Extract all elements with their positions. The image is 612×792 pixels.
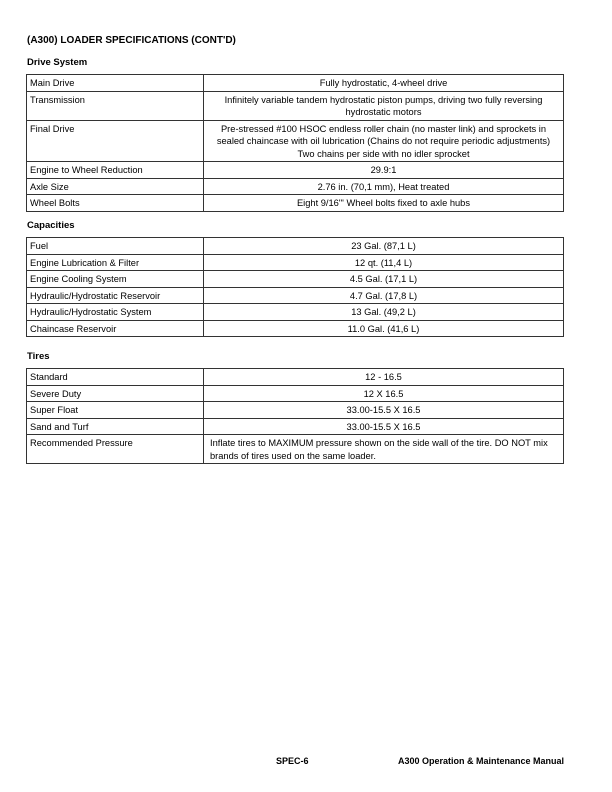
spec-label: Final Drive [27, 120, 204, 162]
spec-value: Inflate tires to MAXIMUM pressure shown on the side wall of the tire. DO NOT mix brands of tires used on the same loader. [204, 435, 564, 464]
table-row [27, 75, 564, 92]
table-row [27, 369, 564, 386]
spec-label: Engine Lubrication & Filter [27, 254, 204, 271]
table-row [27, 385, 564, 402]
spec-label: Super Float [27, 402, 204, 419]
page-title: (A300) LOADER SPECIFICATIONS (CONT'D) [27, 35, 236, 46]
spec-value: 4.5 Gal. (17,1 L) [204, 271, 564, 288]
spec-value: 4.7 Gal. (17,8 L) [204, 287, 564, 304]
spec-value: Infinitely variable tandem hydrostatic piston pumps, driving two fully reversing hydrostatic motors [204, 91, 564, 120]
spec-value: 12 qt. (11,4 L) [204, 254, 564, 271]
spec-label: Engine to Wheel Reduction [27, 162, 204, 179]
spec-label: Hydraulic/Hydrostatic System [27, 304, 204, 321]
spec-value: 11.0 Gal. (41,6 L) [204, 320, 564, 337]
spec-label: Fuel [27, 238, 204, 255]
tires-table [26, 368, 564, 464]
manual-title: A300 Operation & Maintenance Manual [397, 756, 564, 766]
table-row [27, 287, 564, 304]
spec-value: 33.00-15.5 X 16.5 [204, 402, 564, 419]
table-row [27, 238, 564, 255]
spec-label: Recommended Pressure [27, 435, 204, 464]
spec-label: Chaincase Reservoir [27, 320, 204, 337]
table-row [27, 320, 564, 337]
spec-value: Fully hydrostatic, 4-wheel drive [204, 75, 564, 92]
spec-label: Wheel Bolts [27, 195, 204, 212]
spec-label: Engine Cooling System [27, 271, 204, 288]
table-row [27, 418, 564, 435]
spec-label: Standard [27, 369, 204, 386]
spec-label: Severe Duty [27, 385, 204, 402]
table-row [27, 271, 564, 288]
table-row [27, 254, 564, 271]
spec-value: 12 X 16.5 [204, 385, 564, 402]
spec-value: 2.76 in. (70,1 mm), Heat treated [204, 178, 564, 195]
table-row [27, 435, 564, 464]
table-row [27, 91, 564, 120]
table-row [27, 402, 564, 419]
spec-value: 33.00-15.5 X 16.5 [204, 418, 564, 435]
table-row [27, 120, 564, 162]
section-heading-tires: Tires [27, 351, 50, 362]
table-row [27, 304, 564, 321]
spec-label: Sand and Turf [27, 418, 204, 435]
table-row [27, 178, 564, 195]
section-heading-drive-system: Drive System [27, 57, 88, 68]
spec-value: Pre-stressed #100 HSOC endless roller chain (no master link) and sprockets in sealed chaincase with oil lubrication (Chains do not require periodic adjustments) Two chains per side with no idler sprocket [204, 120, 564, 162]
spec-label: Hydraulic/Hydrostatic Reservoir [27, 287, 204, 304]
spec-value: 29.9:1 [204, 162, 564, 179]
drive-system-table [26, 74, 564, 212]
page-number: SPEC-6 [276, 756, 309, 766]
spec-label: Axle Size [27, 178, 204, 195]
spec-value: 23 Gal. (87,1 L) [204, 238, 564, 255]
table-row [27, 195, 564, 212]
spec-label: Transmission [27, 91, 204, 120]
table-row [27, 162, 564, 179]
spec-value: 13 Gal. (49,2 L) [204, 304, 564, 321]
section-heading-capacities: Capacities [27, 220, 75, 231]
spec-value: 12 - 16.5 [204, 369, 564, 386]
capacities-table [26, 237, 564, 337]
spec-label: Main Drive [27, 75, 204, 92]
spec-value: Eight 9/16"' Wheel bolts fixed to axle hubs [204, 195, 564, 212]
